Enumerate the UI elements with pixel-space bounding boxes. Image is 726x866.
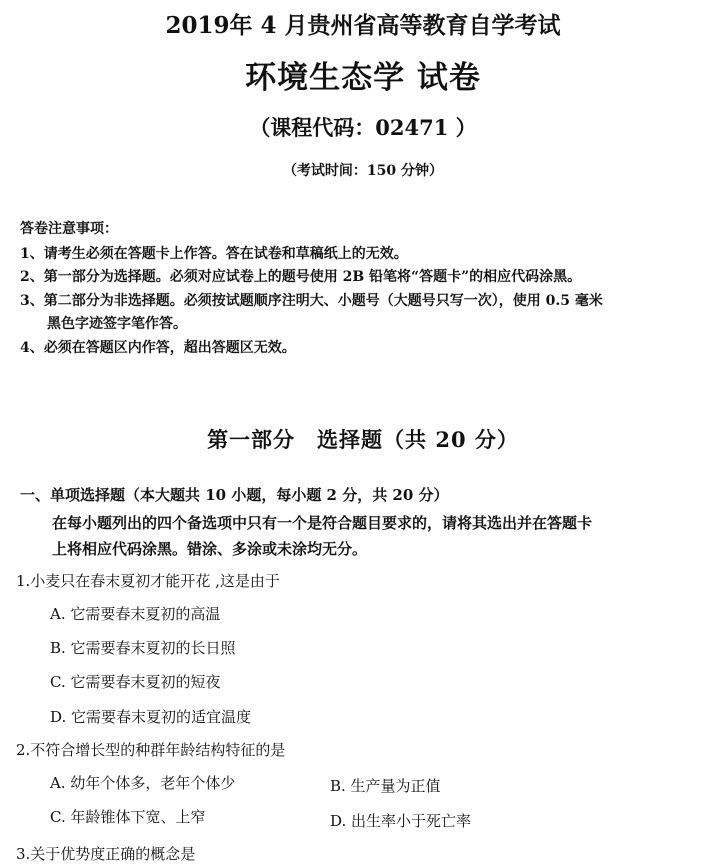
question-2-option-a: A. 幼年个体多，老年个体少: [50, 774, 236, 792]
notice-heading: 答卷注意事项：: [20, 221, 118, 237]
exam-title: 2019年 4 月贵州省高等教育自学考试: [165, 12, 561, 39]
question-3-stem: 3.关于优势度正确的概念是: [16, 845, 196, 863]
group-heading: 一、单项选择题（本大题共 10 小题，每小题 2 分，共 20 分）: [20, 486, 449, 504]
question-1-option-b: B. 它需要春末夏初的长日照: [50, 639, 236, 657]
notice-item-1: 1、请考生必须在答题卡上作答。答在试卷和草稿纸上的无效。: [20, 246, 408, 262]
question-2-option-c: C. 年龄锥体下宽、上窄: [50, 808, 206, 826]
notice-item-2: 2、第一部分为选择题。必须对应试卷上的题号使用 2B 铅笔将“答题卡”的相应代码涂黑。: [20, 269, 582, 285]
section-heading: 第一部分 选择题（共 20 分）: [207, 427, 519, 452]
question-1-option-d: D. 它需要春末夏初的适宜温度: [50, 708, 252, 726]
notice-item-4: 4、必须在答题区内作答，超出答题区无效。: [20, 340, 296, 356]
question-1-stem: 1.小麦只在春末夏初才能开花 ,这是由于: [16, 572, 280, 590]
exam-time: （考试时间：150 分钟）: [282, 163, 444, 179]
question-2-option-b: B. 生产量为正值: [330, 777, 441, 795]
notice-item-3: 3、第二部分为非选择题。必须按试题顺序注明大、小题号（大题号只写一次），使用 0.5 毫米: [20, 293, 603, 309]
paper-title: 环境生态学 试卷: [245, 60, 481, 96]
notice-item-3-continued: 黑色字迹签字笔作答。: [47, 316, 187, 332]
question-2-stem: 2.不符合增长型的种群年龄结构特征的是: [16, 741, 286, 759]
question-1-option-a: A. 它需要春末夏初的高温: [50, 605, 221, 623]
question-1-option-c: C. 它需要春末夏初的短夜: [50, 673, 221, 691]
course-code: （课程代码：02471 ）: [249, 115, 477, 140]
group-instruction-line-1: 在每小题列出的四个备选项中只有一个是符合题目要求的，请将其选出并在答题卡: [52, 514, 593, 532]
question-2-option-d: D. 出生率小于死亡率: [330, 812, 472, 830]
group-instruction-line-2: 上将相应代码涂黑。错涂、多涂或未涂均无分。: [52, 540, 368, 558]
